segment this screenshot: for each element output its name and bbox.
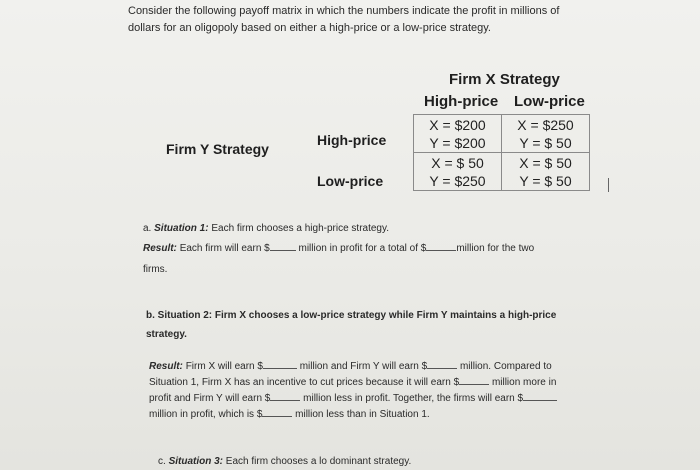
cell-low-high-x: X = $ 50 — [431, 155, 484, 171]
situation-2-result-line-2 — [149, 375, 556, 390]
firm-x-strategy-title: Firm X Strategy — [449, 71, 560, 88]
problem-intro — [128, 3, 559, 37]
intro-line-1: Consider the following payoff matrix in which the numbers indicate the profit in millions of — [128, 5, 560, 17]
situation-2-text-1: Firm X chooses a low-price strategy while Firm Y maintains a high-price — [214, 310, 557, 321]
cell-low-low-y: Y = $ 50 — [519, 173, 572, 189]
situation-1-result-text-1: Each firm will earn $ — [179, 243, 270, 254]
row-label-low-price: Low-price — [317, 173, 384, 189]
cell-high-low-y: Y = $ 50 — [519, 135, 572, 151]
situation-2-result-line-4 — [149, 407, 430, 422]
cell-high-high — [414, 116, 501, 152]
situation-2-l1b: million and Firm Y will earn $ — [299, 361, 428, 372]
cell-low-high — [414, 154, 501, 190]
situation-2-l3a: profit and Firm Y will earn $ — [149, 393, 271, 404]
firm-y-strategy-label: Firm Y Strategy — [166, 141, 269, 157]
payoff-matrix-grid — [413, 114, 590, 191]
situation-1-result-label: Result: — [143, 243, 177, 254]
text-cursor — [608, 178, 609, 192]
situation-1-result-text-2: million in profit for a total of $ — [298, 243, 427, 254]
situation-1-result-text-3: million for the two — [456, 243, 535, 254]
less-than-situation-1-blank[interactable] — [262, 407, 292, 417]
firm-x-earn-blank[interactable] — [263, 359, 297, 369]
situation-2-l1c: million. Compared to — [459, 361, 552, 372]
cell-high-low — [502, 116, 589, 152]
situation-1-total-blank[interactable] — [426, 241, 456, 251]
situation-1-heading — [143, 221, 389, 236]
situation-2-l3b: million less in profit. Together, the firms will earn $ — [303, 393, 524, 404]
situation-2-l2a: Situation 1, Firm X has an incentive to cut prices because it will earn $ — [149, 377, 460, 388]
situation-1-each-firm-earn-blank[interactable] — [270, 241, 296, 251]
situation-2-result-line-1 — [149, 359, 552, 374]
situation-2-l4a: million in profit, which is $ — [149, 409, 263, 420]
firms-together-blank[interactable] — [523, 391, 557, 401]
situation-2-prefix: b. — [146, 310, 155, 321]
firm-y-earn-blank[interactable] — [427, 359, 457, 369]
grid-divider-horizontal — [414, 152, 589, 153]
situation-3-text: Each firm chooses a lo dominant strategy. — [225, 456, 412, 467]
situation-3-title: Situation 3: — [168, 456, 224, 467]
situation-1-result-text-4: firms. — [143, 264, 168, 275]
situation-2-l2b: million more in — [491, 377, 557, 388]
row-label-high-price: High-price — [317, 132, 387, 148]
situation-2-text-2: strategy. — [146, 329, 187, 340]
cell-low-low — [502, 154, 589, 190]
intro-line-2: dollars for an oligopoly based on either a high-price or a low-price strategy. — [128, 22, 491, 34]
column-header-high-price: High-price — [424, 93, 499, 110]
cell-high-high-x: X = $200 — [429, 117, 486, 133]
situation-3-prefix: c. — [158, 456, 166, 467]
cell-low-high-y: Y = $250 — [429, 173, 486, 189]
situation-3-heading — [158, 454, 411, 469]
situation-2-heading — [146, 308, 556, 323]
situation-1-title: Situation 1: — [154, 223, 209, 234]
cell-low-low-x: X = $ 50 — [519, 155, 572, 171]
situation-1-prefix: a. — [143, 223, 152, 234]
situation-1-text: Each firm chooses a high-price strategy. — [211, 223, 390, 234]
situation-1-result-line — [143, 241, 534, 256]
column-header-low-price: Low-price — [514, 93, 585, 110]
situation-2-result-label: Result: — [149, 361, 183, 372]
firm-y-less-blank[interactable] — [270, 391, 300, 401]
firm-x-more-blank[interactable] — [459, 375, 489, 385]
situation-2-l1a: Firm X will earn $ — [185, 361, 263, 372]
situation-2-title: Situation 2: — [157, 310, 213, 321]
situation-2-result-line-3 — [149, 391, 557, 406]
cell-high-high-y: Y = $200 — [429, 135, 486, 151]
situation-2-l4b: million less than in Situation 1. — [295, 409, 430, 420]
cell-high-low-x: X = $250 — [517, 117, 574, 133]
